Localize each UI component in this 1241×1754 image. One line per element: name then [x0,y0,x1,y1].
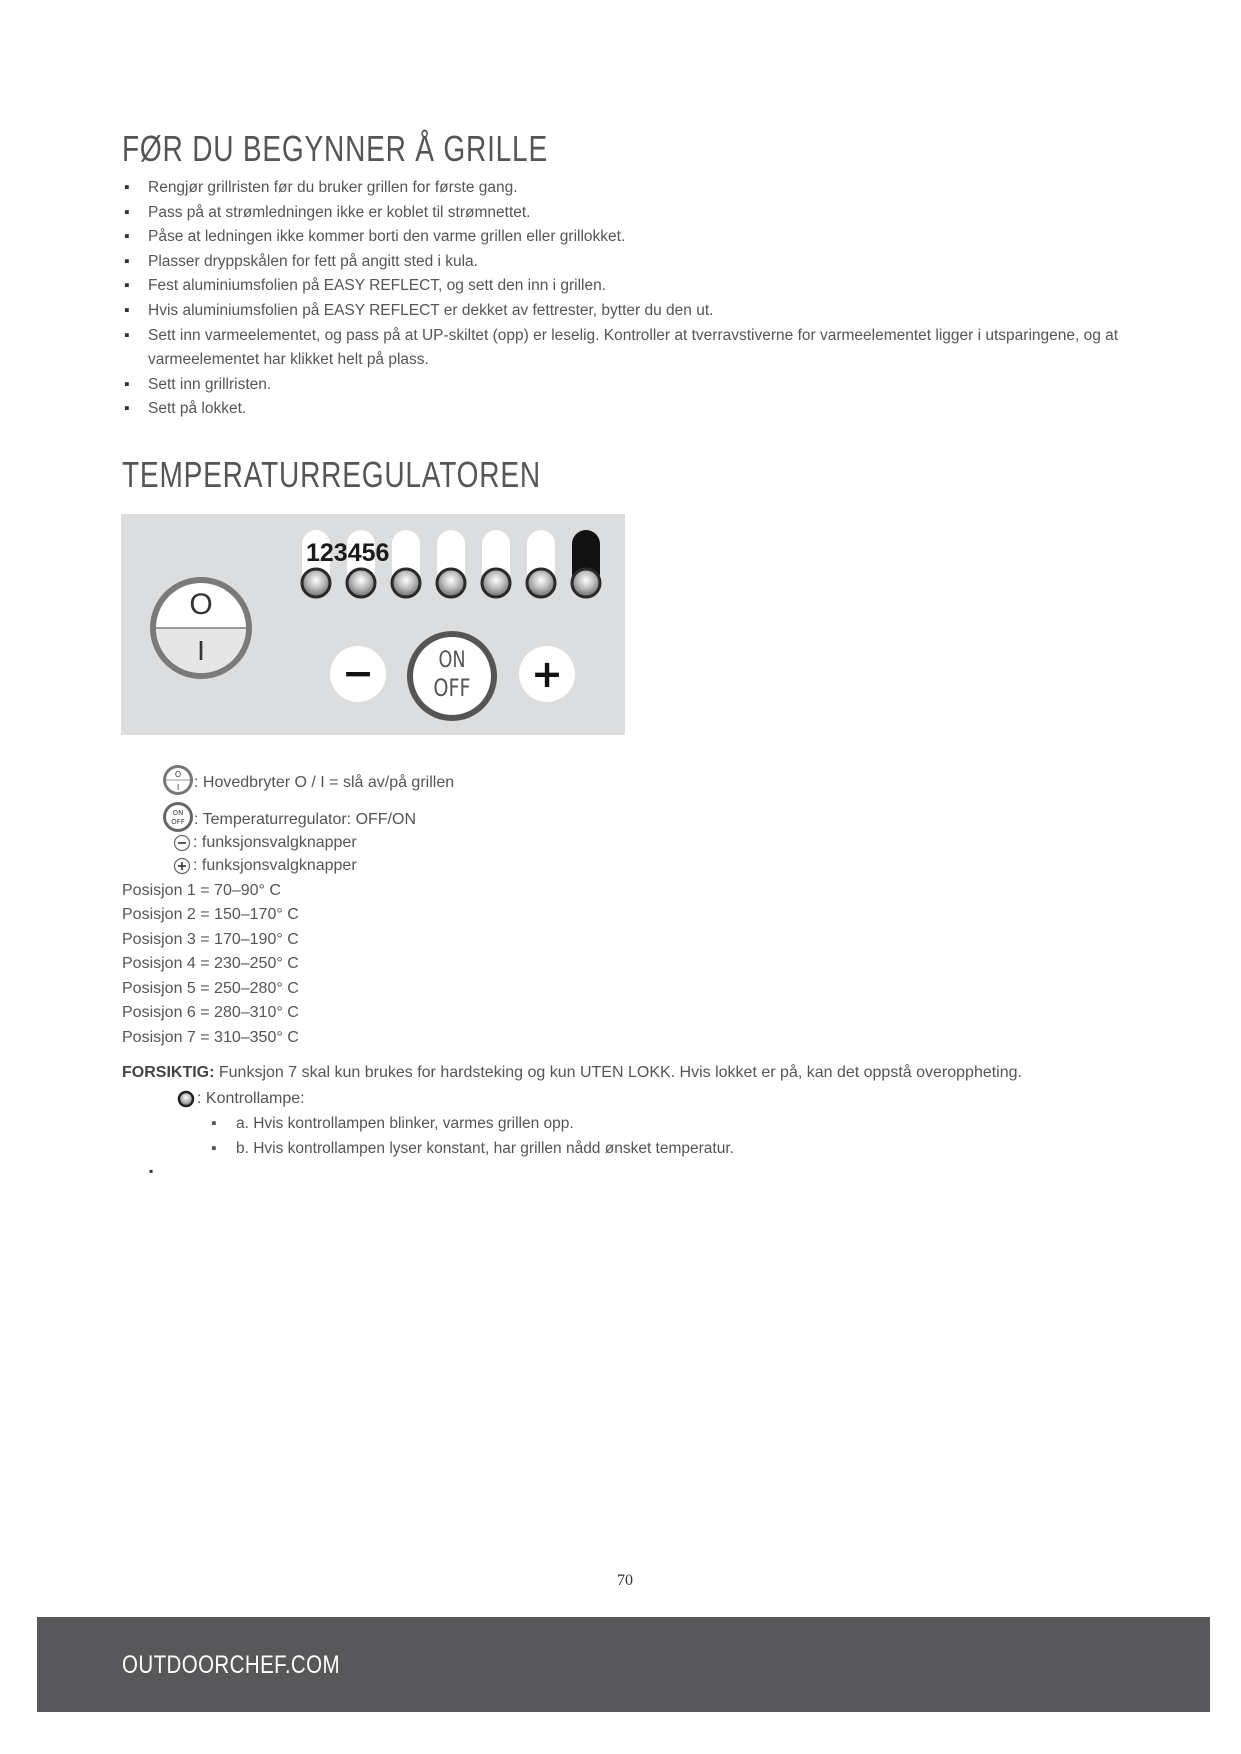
control-lamp-label: : Kontrollampe: [197,1090,305,1107]
list-item: ▪ Hvis aluminiumsfolien på EASY REFLECT er dekket av fettrester, bytter du den ut. [122,299,1132,324]
onoff-bottom-label: OFF [433,675,471,703]
list-item: ▪ Plasser dryppskålen for fett på angitt sted i kula. [122,250,1132,275]
legend-temp-regulator: : Temperaturregulator: OFF/ON [194,811,416,828]
bullet-icon: ▪ [124,203,130,221]
lamp-icon [347,569,375,597]
list-item: ▪ Påse at ledningen ikke kommer borti den varme grillen eller grillokket. [122,225,1132,250]
minus-label: − [342,651,374,695]
position-row: Posisjon 1 = 70–90° C [122,882,281,899]
section-heading-before-grilling: FØR DU BEGYNNER Å GRILLE [122,128,548,169]
position-row: Posisjon 2 = 150–170° C [122,906,299,923]
list-item: ▪ Sett inn grillristen. [122,373,1132,398]
list-item: ▪ Rengjør grillristen før du bruker grillen for første gang. [122,176,1132,201]
section-heading-temperature-regulator: TEMPERATURREGULATOREN [122,454,541,495]
main-switch-small-icon [161,763,195,797]
minus-small-icon [173,834,191,852]
svg-text:I: I [176,783,180,792]
legend-minus: : funksjonsvalgknapper [193,834,357,851]
lamp-icon [482,569,510,597]
bullet-icon: ▪ [124,400,130,418]
footer-site-link[interactable]: OUTDOORCHEF.COM [122,1651,340,1679]
warning-text [122,1064,1022,1082]
onoff-button-icon [407,631,497,721]
warning-label: FORSIKTIG: [122,1064,215,1081]
position-numbers: 123456 [306,539,390,567]
control-lamp-item-a: a. Hvis kontrollampen blinker, varmes grillen opp. [236,1115,574,1132]
control-lamp-bullet: ▪ [211,1140,217,1157]
plus-button-icon [519,646,575,702]
footer-bar [37,1617,1210,1712]
bullet-icon: ▪ [124,326,130,344]
position-row: Posisjon 7 = 310–350° C [122,1029,299,1046]
position-row: Posisjon 4 = 230–250° C [122,955,299,972]
lamp-icon [302,569,330,597]
preparation-list [122,176,1132,422]
control-lamp-bullet: ▪ [211,1115,217,1132]
position-row: Posisjon 5 = 250–280° C [122,980,299,997]
bullet-icon: ▪ [124,252,130,270]
control-panel-svg [121,514,625,735]
position-row: Posisjon 3 = 170–190° C [122,931,299,948]
plus-label: + [531,652,563,696]
main-switch-on-label: I [197,635,205,666]
onoff-top-label: ON [438,647,466,673]
minus-button-icon [330,646,386,702]
lamp-icon [527,569,555,597]
bullet-icon: ▪ [124,301,130,319]
svg-text:ON: ON [172,809,184,817]
control-lamp-icon [177,1090,195,1108]
list-item: ▪ Fest aluminiumsfolien på EASY REFLECT, og sett den inn i grillen. [122,274,1132,299]
lamp-icon [392,569,420,597]
lamp-icon [437,569,465,597]
main-switch-off-label: O [189,588,213,621]
position-row: Posisjon 6 = 280–310° C [122,1004,299,1021]
svg-text:O: O [174,770,182,779]
control-panel-illustration [121,514,625,735]
bullet-icon: ▪ [124,228,130,246]
main-switch-icon [150,577,252,679]
onoff-small-icon [161,800,195,834]
legend-plus: : funksjonsvalgknapper [193,857,357,874]
list-item: ▪ Sett inn varmeelementet, og pass på at UP-skiltet (opp) er leselig. Kontroller at tverravstiverne for varmeelementet ligger i utsparingene, og at varmeelementet har klikket helt på plass. [122,324,1132,373]
warning-body: Funksjon 7 skal kun brukes for hardsteking og kun UTEN LOKK. Hvis lokket er på, kan det oppstå overoppheting. [214,1064,1022,1081]
trailing-bullet: ▪ [149,1164,154,1178]
list-item: ▪ Pass på at strømledningen ikke er koblet til strømnettet. [122,201,1132,226]
control-lamp-item-b: b. Hvis kontrollampen lyser konstant, har grillen nådd ønsket temperatur. [236,1140,734,1157]
lamp-icon [572,569,600,597]
indicator-lamps [302,569,600,597]
bullet-icon: ▪ [124,375,130,393]
bullet-icon: ▪ [124,277,130,295]
bullet-icon: ▪ [124,179,130,196]
svg-text:OFF: OFF [171,818,185,826]
legend-main-switch: : Hovedbryter O / I = slå av/på grillen [194,774,455,791]
page-number: 70 [617,1572,633,1589]
list-item: ▪ Sett på lokket. [122,397,1132,422]
plus-small-icon [173,857,191,875]
